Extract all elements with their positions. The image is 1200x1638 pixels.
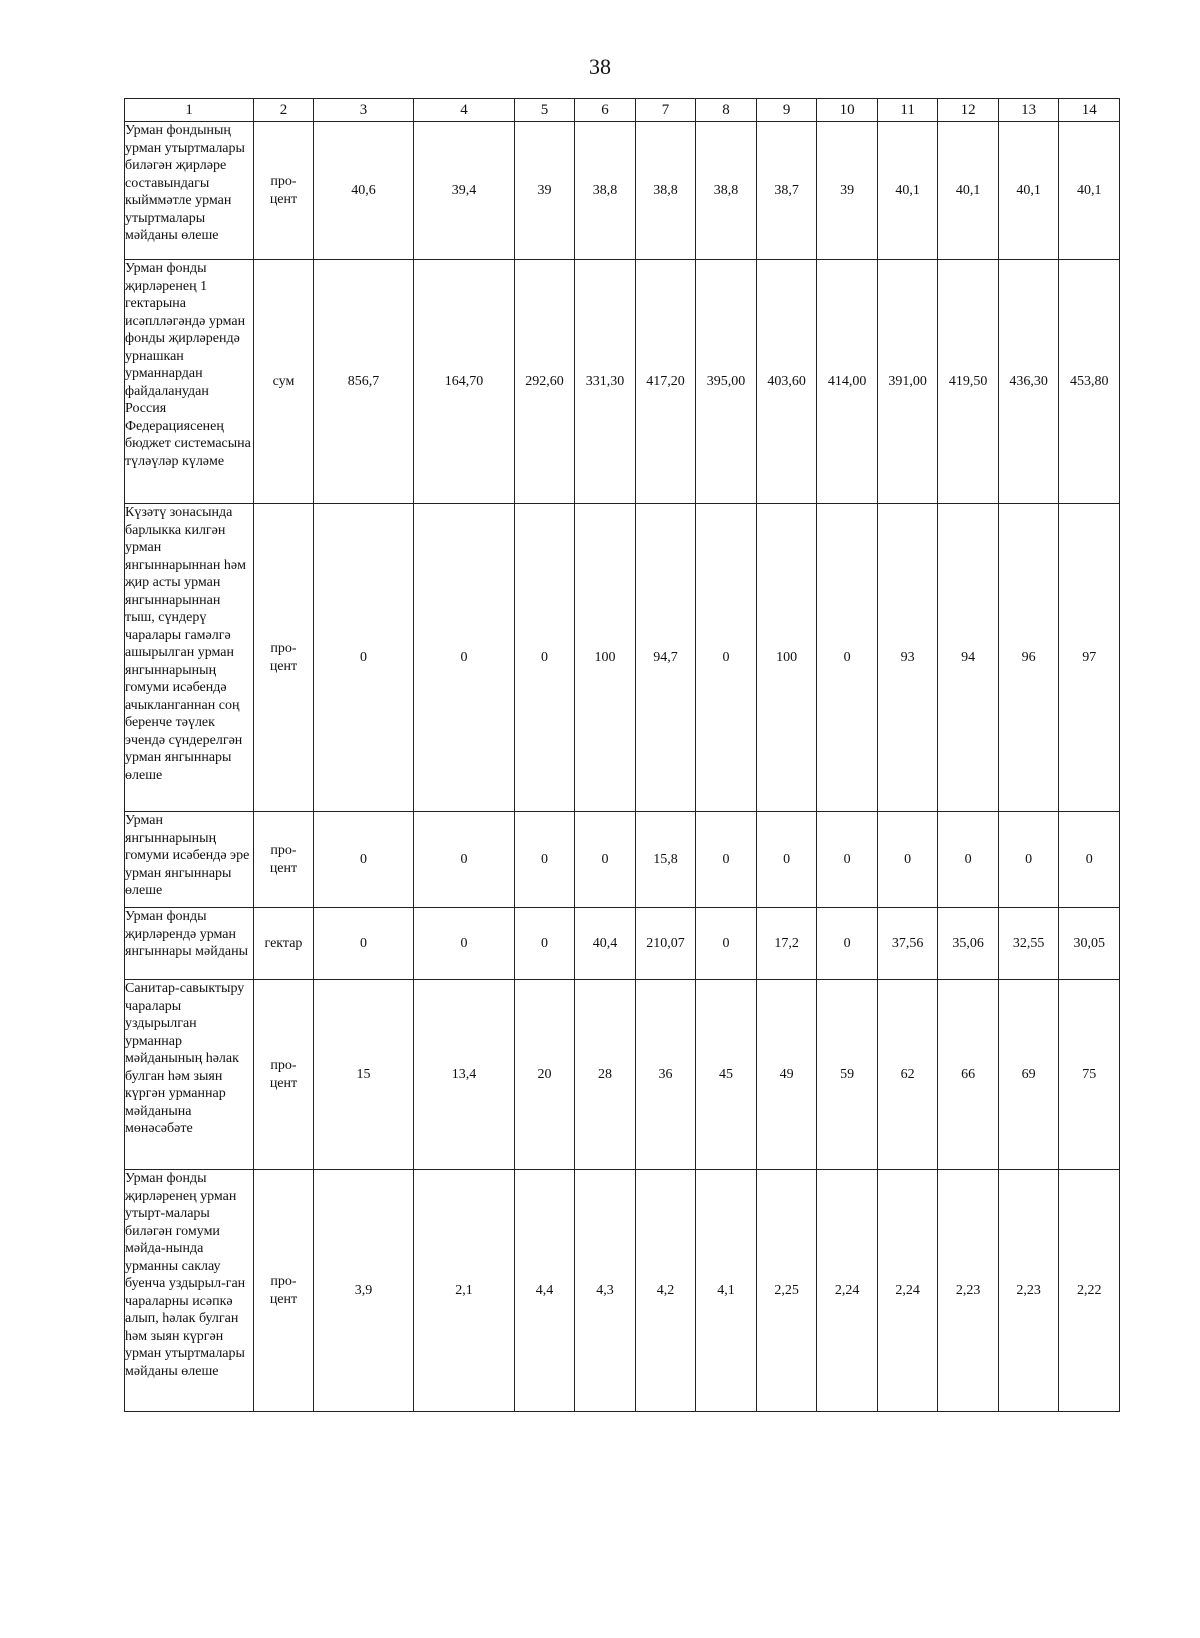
value-cell: 0 xyxy=(696,504,757,812)
column-header: 2 xyxy=(254,99,313,122)
value-cell: 210,07 xyxy=(635,908,696,980)
indicator-cell: Урман фонды җирләрендә урман янгыннары мәйданы xyxy=(125,908,254,980)
column-header: 13 xyxy=(998,99,1059,122)
value-cell: 403,60 xyxy=(756,260,817,504)
value-cell: 13,4 xyxy=(414,980,515,1170)
value-cell: 395,00 xyxy=(696,260,757,504)
value-cell: 417,20 xyxy=(635,260,696,504)
unit-cell: про- цент xyxy=(254,122,313,260)
unit-cell: про- цент xyxy=(254,504,313,812)
value-cell: 0 xyxy=(313,812,414,908)
value-cell: 2,23 xyxy=(938,1170,999,1412)
value-cell: 20 xyxy=(514,980,575,1170)
value-cell: 15 xyxy=(313,980,414,1170)
indicator-cell: Урман фонды җирләренең 1 гектарына исәплләгәндә урман фонды җирләрендә урнашкан урманнардан файдаланудан Россия Федерациясенең бюджет системасына түләүләр күләме xyxy=(125,260,254,504)
header-row xyxy=(125,99,1120,122)
table-row xyxy=(125,504,1120,812)
value-cell: 40,6 xyxy=(313,122,414,260)
value-cell: 419,50 xyxy=(938,260,999,504)
value-cell: 0 xyxy=(938,812,999,908)
value-cell: 331,30 xyxy=(575,260,636,504)
value-cell: 856,7 xyxy=(313,260,414,504)
value-cell: 164,70 xyxy=(414,260,515,504)
value-cell: 0 xyxy=(817,908,878,980)
unit-cell: про- цент xyxy=(254,1170,313,1412)
value-cell: 96 xyxy=(998,504,1059,812)
value-cell: 40,1 xyxy=(998,122,1059,260)
column-header: 1 xyxy=(125,99,254,122)
value-cell: 0 xyxy=(817,812,878,908)
value-cell: 40,4 xyxy=(575,908,636,980)
indicator-cell: Урман янгыннарының гомуми исәбендә эре урман янгыннары өлеше xyxy=(125,812,254,908)
value-cell: 0 xyxy=(817,504,878,812)
value-cell: 2,24 xyxy=(877,1170,938,1412)
value-cell: 30,05 xyxy=(1059,908,1120,980)
value-cell: 39 xyxy=(514,122,575,260)
value-cell: 69 xyxy=(998,980,1059,1170)
table-row xyxy=(125,812,1120,908)
value-cell: 62 xyxy=(877,980,938,1170)
unit-cell: про- цент xyxy=(254,980,313,1170)
column-header: 5 xyxy=(514,99,575,122)
value-cell: 414,00 xyxy=(817,260,878,504)
table-row xyxy=(125,1170,1120,1412)
value-cell: 75 xyxy=(1059,980,1120,1170)
value-cell: 40,1 xyxy=(938,122,999,260)
value-cell: 40,1 xyxy=(877,122,938,260)
indicator-cell: Урман фонды җирләренең урман утырт-малары биләгән гомуми мәйда-нында урманны саклау буенча уздырыл-ган чараларны исәпкә алып, һәлак булган һәм зыян күргән урман утыртмалары мәйданы өлеше xyxy=(125,1170,254,1412)
value-cell: 39,4 xyxy=(414,122,515,260)
column-header: 7 xyxy=(635,99,696,122)
unit-cell: про- цент xyxy=(254,812,313,908)
value-cell: 40,1 xyxy=(1059,122,1120,260)
value-cell: 39 xyxy=(817,122,878,260)
value-cell: 0 xyxy=(414,812,515,908)
value-cell: 2,25 xyxy=(756,1170,817,1412)
value-cell: 45 xyxy=(696,980,757,1170)
column-header: 10 xyxy=(817,99,878,122)
value-cell: 0 xyxy=(1059,812,1120,908)
table-row xyxy=(125,122,1120,260)
value-cell: 93 xyxy=(877,504,938,812)
value-cell: 0 xyxy=(998,812,1059,908)
column-header: 11 xyxy=(877,99,938,122)
indicators-table xyxy=(124,98,1120,1412)
value-cell: 3,9 xyxy=(313,1170,414,1412)
column-header: 3 xyxy=(313,99,414,122)
indicator-cell: Санитар-савыктыру чаралары уздырылган урманнар мәйданының һәлак булган һәм зыян күргән урманнар мәйданына мөнәсәбәте xyxy=(125,980,254,1170)
table-row xyxy=(125,260,1120,504)
indicator-cell: Күзәтү зонасында барлыкка килгән урман янгыннарыннан һәм җир асты урман янгыннарыннан тыш, сүндерү чаралары гамәлгә ашырылган урман янгыннарының гомуми исәбендә ачыкланганнан соң беренче тәүлек эчендә сүндерелгән урман янгыннары өлеше xyxy=(125,504,254,812)
value-cell: 28 xyxy=(575,980,636,1170)
value-cell: 37,56 xyxy=(877,908,938,980)
value-cell: 32,55 xyxy=(998,908,1059,980)
column-header: 14 xyxy=(1059,99,1120,122)
page-number: 38 xyxy=(589,54,611,79)
value-cell: 49 xyxy=(756,980,817,1170)
value-cell: 38,8 xyxy=(575,122,636,260)
indicator-cell: Урман фондының урман утыртмалары биләгән җирләре составындагы кыйммәтле урман утыртмалары мәйданы өлеше xyxy=(125,122,254,260)
value-cell: 0 xyxy=(514,504,575,812)
column-header: 6 xyxy=(575,99,636,122)
table-row xyxy=(125,980,1120,1170)
column-header: 8 xyxy=(696,99,757,122)
value-cell: 391,00 xyxy=(877,260,938,504)
value-cell: 0 xyxy=(514,812,575,908)
value-cell: 100 xyxy=(575,504,636,812)
value-cell: 453,80 xyxy=(1059,260,1120,504)
value-cell: 0 xyxy=(756,812,817,908)
unit-cell: сум xyxy=(254,260,313,504)
value-cell: 38,8 xyxy=(635,122,696,260)
value-cell: 0 xyxy=(414,908,515,980)
value-cell: 35,06 xyxy=(938,908,999,980)
value-cell: 0 xyxy=(877,812,938,908)
value-cell: 0 xyxy=(514,908,575,980)
value-cell: 100 xyxy=(756,504,817,812)
value-cell: 38,7 xyxy=(756,122,817,260)
value-cell: 2,22 xyxy=(1059,1170,1120,1412)
value-cell: 2,24 xyxy=(817,1170,878,1412)
value-cell: 15,8 xyxy=(635,812,696,908)
value-cell: 0 xyxy=(575,812,636,908)
value-cell: 66 xyxy=(938,980,999,1170)
unit-cell: гектар xyxy=(254,908,313,980)
value-cell: 0 xyxy=(313,908,414,980)
value-cell: 4,2 xyxy=(635,1170,696,1412)
value-cell: 4,4 xyxy=(514,1170,575,1412)
column-header: 9 xyxy=(756,99,817,122)
value-cell: 36 xyxy=(635,980,696,1170)
value-cell: 17,2 xyxy=(756,908,817,980)
value-cell: 0 xyxy=(696,812,757,908)
value-cell: 97 xyxy=(1059,504,1120,812)
value-cell: 292,60 xyxy=(514,260,575,504)
value-cell: 0 xyxy=(414,504,515,812)
value-cell: 94,7 xyxy=(635,504,696,812)
value-cell: 436,30 xyxy=(998,260,1059,504)
column-header: 12 xyxy=(938,99,999,122)
value-cell: 2,1 xyxy=(414,1170,515,1412)
value-cell: 4,3 xyxy=(575,1170,636,1412)
value-cell: 38,8 xyxy=(696,122,757,260)
value-cell: 0 xyxy=(696,908,757,980)
value-cell: 59 xyxy=(817,980,878,1170)
table-row xyxy=(125,908,1120,980)
column-header: 4 xyxy=(414,99,515,122)
value-cell: 94 xyxy=(938,504,999,812)
value-cell: 4,1 xyxy=(696,1170,757,1412)
value-cell: 0 xyxy=(313,504,414,812)
value-cell: 2,23 xyxy=(998,1170,1059,1412)
